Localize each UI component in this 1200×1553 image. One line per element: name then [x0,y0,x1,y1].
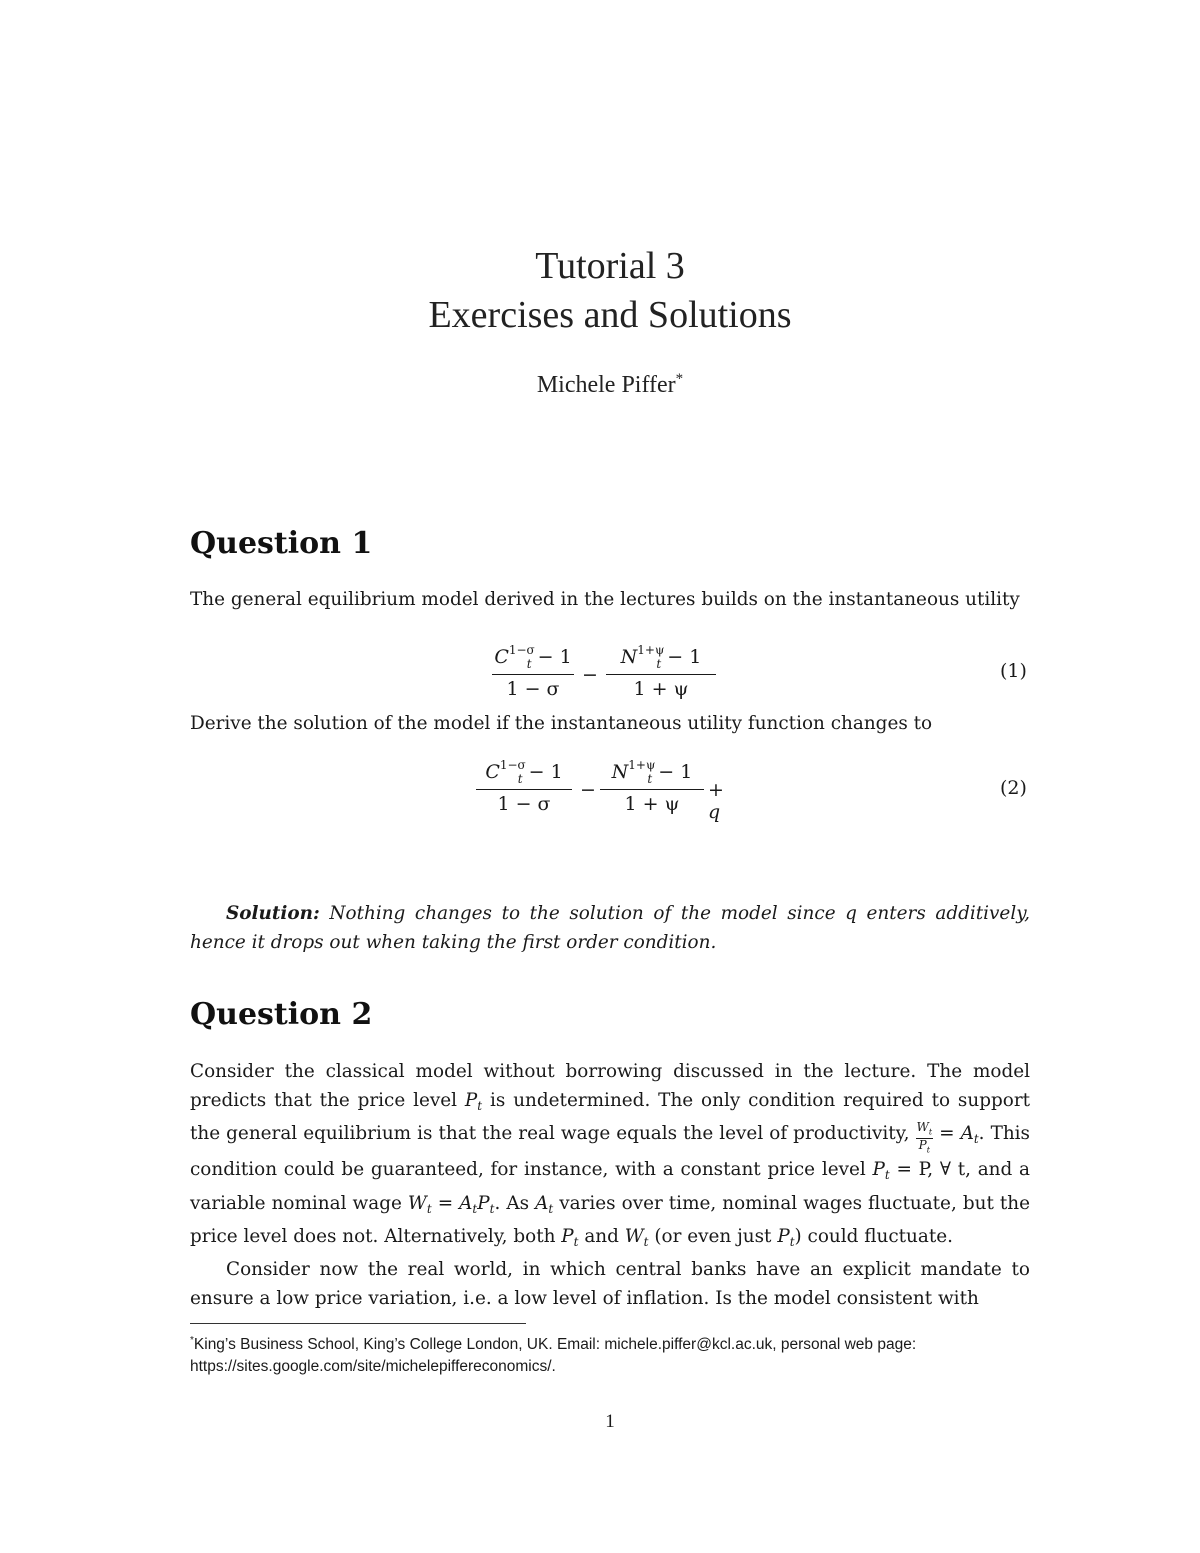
footnote [190,1330,1032,1378]
equation-1-number: (1) [1000,660,1027,682]
question-2-paragraph-1 [190,1058,1030,1257]
author-name: Michele Piffer [536,372,676,398]
math-pt: $P_t$ [464,1089,483,1113]
eq2-n-den: 1 + ψ [624,793,680,815]
q2-text-e: = P, ∀ t, and a variable nominal wage [190,1159,1030,1214]
eq2-n-symbol: N [611,761,629,783]
eq2-c-den: 1 − σ [497,793,551,815]
author [0,371,1200,399]
math-pt-4: $P_t$ [777,1226,795,1250]
math-at-2: $A_t$ [535,1192,554,1216]
eq1-n-exp: 1+ψ [637,643,665,657]
equation-2-number: (2) [1000,777,1027,799]
q2-text-d: . This condition could be guaranteed, for instance, with a constant price level [190,1123,1030,1181]
footnote-text: King’s Business School, King’s College London, UK. Email: michele.piffer@kcl.ac.uk, personal web page: https://sites.google.com/site/michelepiffereconomics/. [190,1336,917,1376]
q2-text-c: = [933,1123,961,1144]
eq2-c-minus-one: − 1 [522,761,563,783]
page-number: 1 [605,1411,615,1432]
question-1-heading: Question 1 [190,526,373,561]
eq1-c-exp: 1−σ [508,643,535,657]
eq1-n-sub: t [656,657,662,671]
eq2-n-minus-one: − 1 [652,761,693,783]
solution-text: Nothing changes to the solution of the model since q enters additively, hence it drops out when taking the first order condition. [190,903,1030,953]
footnote-rule [190,1323,526,1324]
q2-text-a: Consider the classical model without borrowing discussed in the lecture. The model predicts that the price level [190,1061,1030,1111]
eq2-c-symbol: C [485,761,500,783]
eq1-c-den: 1 − σ [506,678,560,700]
eq2-plus-q: + q [708,779,724,823]
math-wt-eq: $W_t = A_tP_t$ [407,1192,495,1216]
question-2-paragraph-2: Consider now the real world, in which central banks have an explicit mandate to ensure a low price variation, i.e. a low level of inflation. Is the model consistent with [190,1259,1030,1309]
solution-label: Solution: [226,903,320,924]
q2-text-f: . As [494,1192,536,1214]
eq2-c-sub: t [517,772,523,786]
eq1-fraction-n [606,643,716,700]
q2-text-j: ) could fluctuate. [794,1226,953,1248]
eq2-fraction-c [476,758,572,815]
eq2-minus: − [580,779,596,801]
eq1-n-den: 1 + ψ [633,678,689,700]
q2-text-h: and [578,1226,625,1248]
eq1-c-sub: t [526,657,532,671]
author-footnote-mark: * [675,371,684,387]
q2-text-i: (or even just [648,1226,778,1248]
footnote-mark: * [190,1335,194,1346]
eq2-n-sub: t [647,772,653,786]
title-line-2: Exercises and Solutions [428,294,792,336]
math-wt-over-pt: $\frac{W_t}{P_t}$ [916,1119,933,1155]
question-2-heading: Question 2 [190,997,373,1032]
q2-text-g: varies over time, nominal wages fluctuate, but the price level does not. Alternatively, both [190,1192,1030,1248]
eq2-fraction-n [600,758,704,815]
eq1-n-symbol: N [620,646,638,668]
math-pt-3: $P_t$ [561,1226,579,1250]
math-wt: $W_t$ [624,1226,649,1250]
math-at: $A_t$ [960,1123,979,1146]
q2-text-b: is undetermined. The only condition required to support the general equilibrium is that the real wage equals the level of productivity, [190,1089,1031,1144]
math-pt-2: $P_t$ [872,1159,890,1183]
eq1-c-symbol: C [494,646,509,668]
eq1-n-minus-one: − 1 [661,646,702,668]
title-line-1: Tutorial 3 [535,245,685,287]
eq2-n-exp: 1+ψ [628,758,656,772]
eq1-minus: − [582,664,598,686]
question-1-intro: The general equilibrium model derived in the lectures builds on the instantaneous utility [190,589,1020,610]
eq1-fraction-c [492,643,574,700]
solution-1 [190,900,1030,957]
question-1-prompt: Derive the solution of the model if the instantaneous utility function changes to [190,713,933,734]
eq1-c-minus-one: − 1 [531,646,572,668]
eq2-c-exp: 1−σ [499,758,526,772]
